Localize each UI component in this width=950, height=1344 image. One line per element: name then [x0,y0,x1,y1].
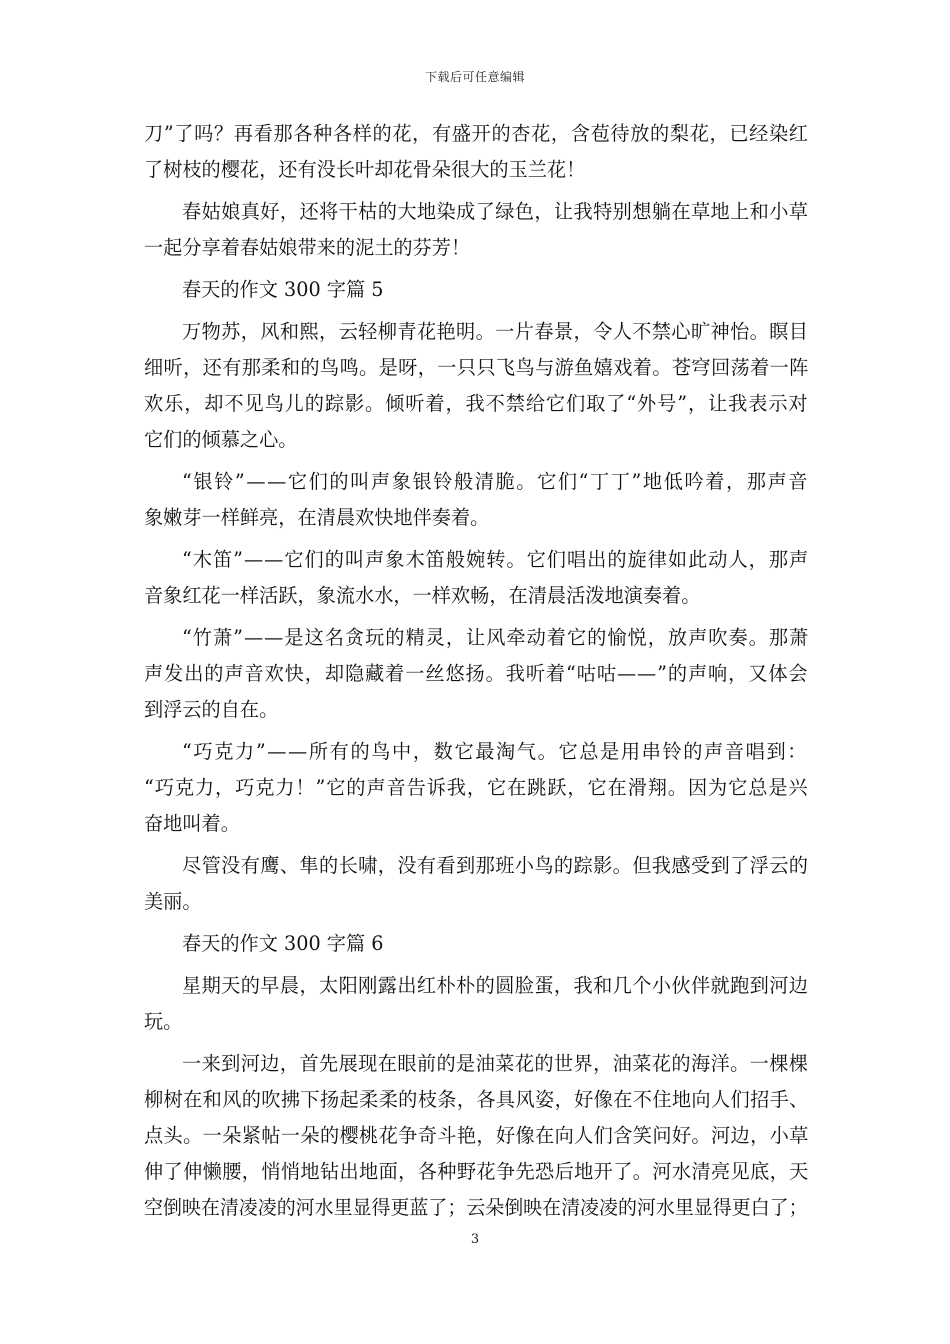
page-number: 3 [470,1232,480,1247]
text-line: 空倒映在清凌凌的河水里显得更蓝了；云朵倒映在清凌凌的河水里显得更白了； [144,1196,808,1219]
text-line: 细听，还有那柔和的鸟鸣。是呀，一只只飞鸟与游鱼嬉戏着。苍穹回荡着一阵 [144,356,809,379]
text-line: 了树枝的樱花，还有没长叶却花骨朵很大的玉兰花！ [144,158,586,181]
text-line: 玩。 [144,1010,183,1033]
text-line: 春天的作文 300 字篇 6 [182,932,384,955]
text-line: 到浮云的自在。 [144,698,279,721]
text-line: 音象红花一样活跃，象流水水，一样欢畅，在清晨活泼地演奏着。 [144,584,701,607]
text-line: 伸了伸懒腰，悄悄地钻出地面，各种野花争先恐后地开了。河水清亮见底，天 [144,1160,809,1183]
text-line: 尽管没有鹰、隼的长啸，没有看到那班小鸟的踪影。但我感受到了浮云的 [182,854,809,877]
text-line: 一来到河边，首先展现在眼前的是油菜花的世界，油菜花的海洋。一棵棵 [182,1052,809,1075]
text-line: “木笛”——它们的叫声象木笛般婉转。它们唱出的旋律如此动人，那声 [182,548,810,571]
text-line: 欢乐，却不见鸟儿的踪影。倾听着，我不禁给它们取了“外号”，让我表示对 [144,392,809,415]
text-line: 点头。一朵紧帖一朵的樱桃花争奇斗艳，好像在向人们含笑问好。河边，小草 [144,1124,809,1147]
text-line: “银铃”——它们的叫声象银铃般清脆。它们“丁丁”地低吟着，那声音 [182,470,810,493]
text-line: 它们的倾慕之心。 [144,428,298,451]
text-line: “巧克力，巧克力！”它的声音告诉我，它在跳跃，它在滑翔。因为它总是兴 [144,776,809,799]
text-line: 声发出的声音欢快，却隐藏着一丝悠扬。我听着“咕咕——”的声响，又体会 [144,662,809,685]
text-line: 象嫩芽一样鲜亮，在清晨欢快地伴奏着。 [144,506,490,529]
text-line: 刀”了吗？再看那各种各样的花，有盛开的杏花，含苞待放的梨花，已经染红 [144,122,809,145]
text-line: 柳树在和风的吹拂下扬起柔柔的枝条，各具风姿，好像在不住地向人们招手、 [144,1088,809,1111]
page-header: 下载后可任意编辑 [424,70,525,84]
text-line: 春姑娘真好，还将干枯的大地染成了绿色，让我特别想躺在草地上和小草 [182,200,809,223]
text-line: 一起分享着春姑娘带来的泥土的芬芳！ [144,236,471,259]
text-line: 奋地叫着。 [144,812,240,835]
text-line: 万物苏，风和熙，云轻柳青花艳明。一片春景，令人不禁心旷神怡。瞑目 [182,320,809,343]
text-line: “巧克力”——所有的鸟中，数它最淘气。它总是用串铃的声音唱到： [182,740,809,763]
text-line: 春天的作文 300 字篇 5 [182,278,384,301]
text-line: “竹萧”——是这名贪玩的精灵，让风牵动着它的愉悦，放声吹奏。那萧 [182,626,810,649]
text-line: 星期天的早晨，太阳刚露出红朴朴的圆脸蛋，我和几个小伙伴就跑到河边 [182,974,809,997]
text-line: 美丽。 [144,890,202,913]
